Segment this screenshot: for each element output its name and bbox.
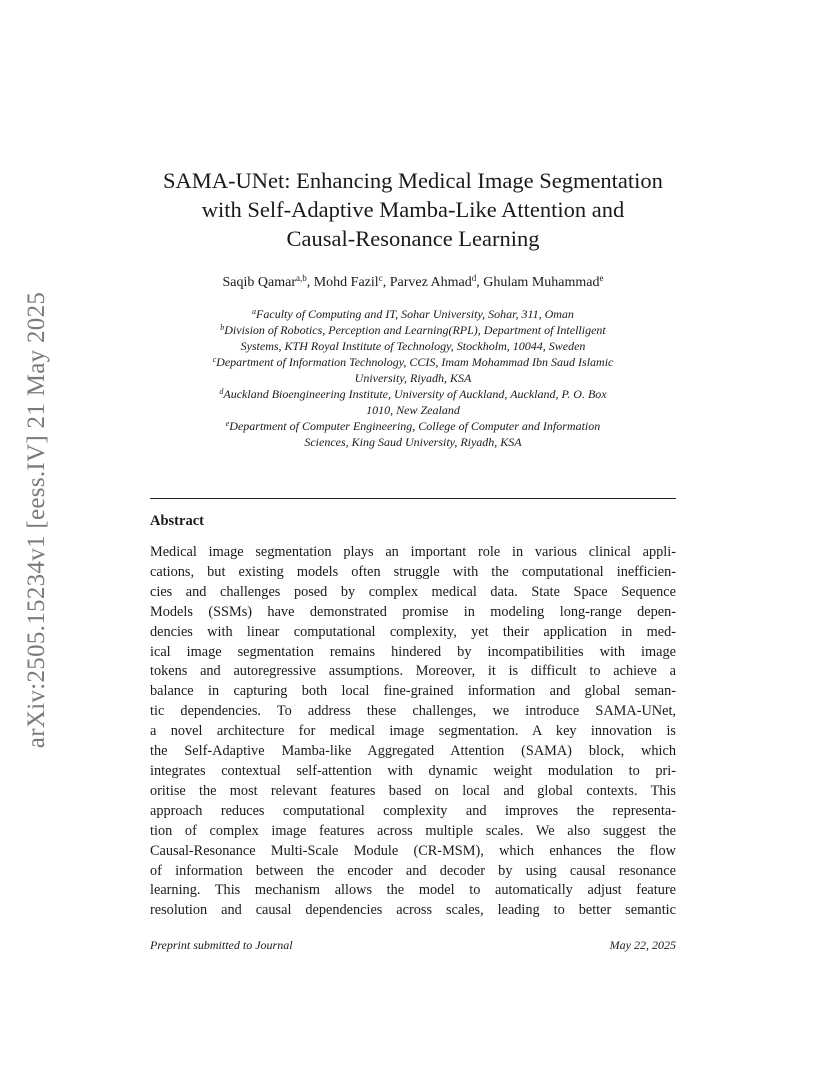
affiliation-line: 1010, New Zealand (366, 403, 460, 417)
author-affiliation-mark: a,b (295, 273, 307, 283)
paper-title-line-2: with Self-Adaptive Mamba-Like Attention and (201, 197, 625, 222)
affiliation-line: Department of Computer Engineering, College of Computer and Information (229, 419, 601, 433)
affiliation-list (150, 306, 676, 450)
abstract-line: ical image segmentation remains hindered by incompatibilities with image (150, 643, 676, 660)
affiliation-line: Sciences, King Saud University, Riyadh, KSA (304, 435, 522, 449)
paper-title-line-3: Causal-Resonance Learning (286, 226, 540, 251)
author-affiliation-mark: e (599, 273, 604, 283)
author-name: Saqib Qamar (222, 275, 296, 290)
abstract-heading: Abstract (150, 513, 204, 529)
affiliation (150, 322, 676, 354)
author (483, 275, 603, 290)
author-affiliation-mark: c (378, 273, 383, 283)
author-separator: , (382, 275, 390, 290)
abstract-line: Models (SSMs) have demonstrated promise in modeling long-range depen- (150, 603, 676, 620)
affiliation (150, 386, 676, 418)
affiliation-line: Auckland Bioengineering Institute, University of Auckland, Auckland, P. O. Box (223, 387, 607, 401)
author-name: Mohd Fazil (313, 275, 379, 290)
author-name: Ghulam Muhammad (483, 275, 600, 290)
author-name: Parvez Ahmad (389, 275, 472, 290)
affiliation-mark: a (252, 307, 257, 316)
abstract-line: oritise the most relevant features based on local and global contexts. This (150, 782, 676, 799)
abstract-line: approach reduces computational complexity and improves the representa- (150, 802, 676, 819)
abstract-line: tic dependencies. To address these challenges, we introduce SAMA-UNet, (150, 703, 676, 720)
affiliation-mark: b (220, 323, 225, 332)
abstract-line: tokens and autoregressive assumptions. Moreover, it is difficult to achieve a (150, 663, 676, 680)
abstract-line: Medical image segmentation plays an important role in various clinical appli- (150, 544, 676, 560)
author (223, 275, 314, 290)
affiliation-line: Faculty of Computing and IT, Sohar University, Sohar, 311, Oman (256, 307, 574, 321)
abstract-line: resolution and causal dependencies across scales, leading to better semantic (150, 902, 676, 919)
abstract-line: cations, but existing models often struggle with the computational inefficien- (150, 563, 676, 580)
abstract-line: learning. This mechanism allows the model to automatically adjust feature (150, 882, 676, 899)
abstract-line: of information between the encoder and decoder by using causal resonance (150, 862, 676, 879)
affiliation (150, 306, 676, 322)
author (390, 275, 484, 290)
abstract-line: dencies with linear computational complexity, yet their application in med- (150, 623, 676, 640)
arxiv-identifier-stamp (14, 290, 60, 750)
affiliation-line: Department of Information Technology, CCIS, Imam Mohammad Ibn Saud Islamic (216, 355, 614, 369)
abstract-line: a novel architecture for medical image segmentation. A key innovation is (150, 723, 676, 740)
affiliation-line: University, Riyadh, KSA (354, 371, 472, 385)
author-separator: , (306, 275, 314, 290)
abstract-line: balance in capturing both local fine-grained information and global seman- (150, 683, 676, 700)
affiliation-mark: e (225, 419, 230, 428)
abstract-line: tion of complex image features across multiple scales. We also suggest the (150, 822, 676, 839)
affiliation (150, 354, 676, 386)
paper-title (150, 166, 676, 253)
abstract-line: integrates contextual self-attention with dynamic weight modulation to pri- (150, 762, 676, 779)
affiliation-mark: d (219, 387, 224, 396)
paper-title-line-1: SAMA-UNet: Enhancing Medical Image Segmentation (163, 168, 663, 193)
abstract-line: cies and challenges posed by complex medical data. State Space Sequence (150, 583, 676, 600)
author-affiliation-mark: d (471, 273, 477, 283)
arxiv-identifier-text: arXiv:2505.15234v1 [eess.IV] 21 May 2025 (23, 291, 50, 749)
affiliation (150, 418, 676, 450)
author (314, 275, 390, 290)
abstract-line: the Self-Adaptive Mamba-like Aggregated Attention (SAMA) block, which (150, 743, 676, 760)
affiliation-line: Systems, KTH Royal Institute of Technology, Stockholm, 10044, Sweden (240, 339, 586, 353)
affiliation-line: Division of Robotics, Perception and Learning(RPL), Department of Intelligent (224, 323, 606, 337)
footer-date: May 22, 2025 (609, 938, 676, 952)
author-separator: , (476, 275, 484, 290)
author-list (150, 274, 676, 292)
affiliation-mark: c (212, 355, 217, 364)
section-divider (150, 498, 676, 499)
abstract-line: Causal-Resonance Multi-Scale Module (CR-MSM), which enhances the flow (150, 842, 676, 859)
footer-submission-note: Preprint submitted to Journal (150, 938, 293, 952)
abstract-body (150, 543, 676, 921)
